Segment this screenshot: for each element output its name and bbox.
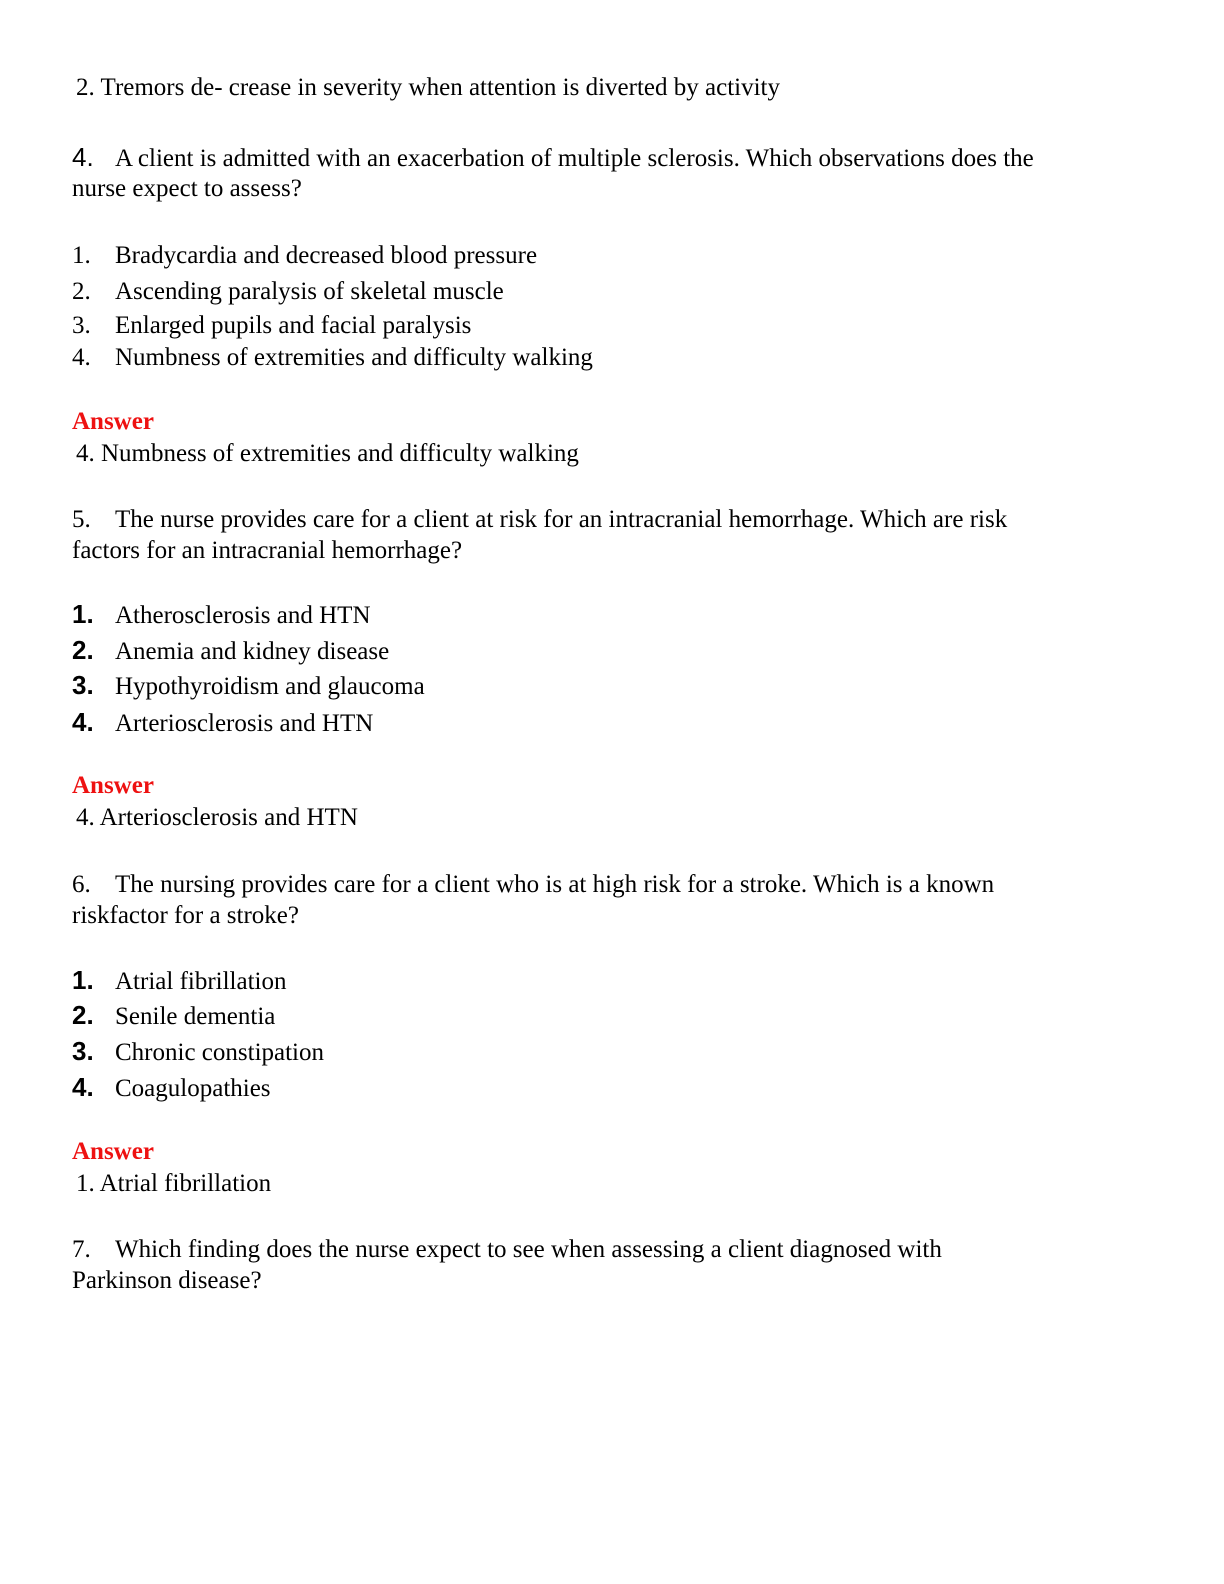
question-text: The nursing provides care for a client who is at high risk for a stroke. Which is a known [115,871,995,898]
option [72,342,593,373]
question-number: 7. [72,1236,91,1263]
question-number: 6. [72,871,91,898]
option-number: 1. [72,599,94,629]
option-text: Chronic constipation [115,1039,324,1066]
option-text: Anemia and kidney disease [115,638,390,665]
option-text: Enlarged pupils and facial paralysis [115,312,472,339]
option-text: Hypothyroidism and glaucoma [115,673,425,700]
option-number: 2. [72,1000,94,1030]
option-text: Bradycardia and decreased blood pressure [115,242,538,269]
option-number: 4. [72,1072,94,1102]
option-text: Coagulopathies [115,1075,271,1102]
option-number: 3. [72,312,91,339]
option-number: 2. [72,635,94,665]
question-5 [72,504,1007,535]
option-text: Senile dementia [115,1003,276,1030]
question-5-line2: factors for an intracranial hemorrhage? [72,537,463,564]
option [72,635,389,667]
option [72,276,504,307]
question-6 [72,869,994,900]
question-7-line2: Parkinson disease? [72,1267,262,1294]
option [72,670,425,702]
option-text: Arteriosclerosis and HTN [115,710,374,737]
option-text: Atherosclerosis and HTN [115,602,371,629]
option [72,965,286,997]
answer-label: Answer [72,408,154,435]
option [72,707,373,739]
question-number: 5. [72,506,91,533]
option-text: Numbness of extremities and difficulty walking [115,344,593,371]
question-4-line2: nurse expect to assess? [72,175,302,202]
option [72,240,537,271]
previous-answer: 2. Tremors de- crease in severity when attention is diverted by activity [76,74,780,101]
option-number: 3. [72,1036,94,1066]
question-number: 4. [72,142,94,172]
option [72,310,471,341]
option-number: 1. [72,965,94,995]
option-number: 4. [72,344,91,371]
option [72,1072,271,1104]
option-number: 2. [72,278,91,305]
question-text: A client is admitted with an exacerbation of multiple sclerosis. Which observations does the [115,145,1034,172]
option [72,1036,324,1068]
option-number: 3. [72,670,94,700]
answer-text: 4. Numbness of extremities and difficulty walking [76,440,579,467]
question-text: The nurse provides care for a client at risk for an intracranial hemorrhage. Which are risk [115,506,1008,533]
answer-label: Answer [72,772,154,799]
question-text: Which finding does the nurse expect to see when assessing a client diagnosed with [115,1236,942,1263]
option [72,599,371,631]
option-number: 1. [72,242,91,269]
option [72,1000,275,1032]
answer-label: Answer [72,1138,154,1165]
option-text: Ascending paralysis of skeletal muscle [115,278,504,305]
question-7 [72,1234,942,1265]
question-4 [72,142,1034,174]
question-6-line2: riskfactor for a stroke? [72,902,299,929]
option-number: 4. [72,707,94,737]
option-text: Atrial fibrillation [115,968,287,995]
answer-text: 1. Atrial fibrillation [76,1170,272,1197]
answer-text: 4. Arteriosclerosis and HTN [76,804,358,831]
